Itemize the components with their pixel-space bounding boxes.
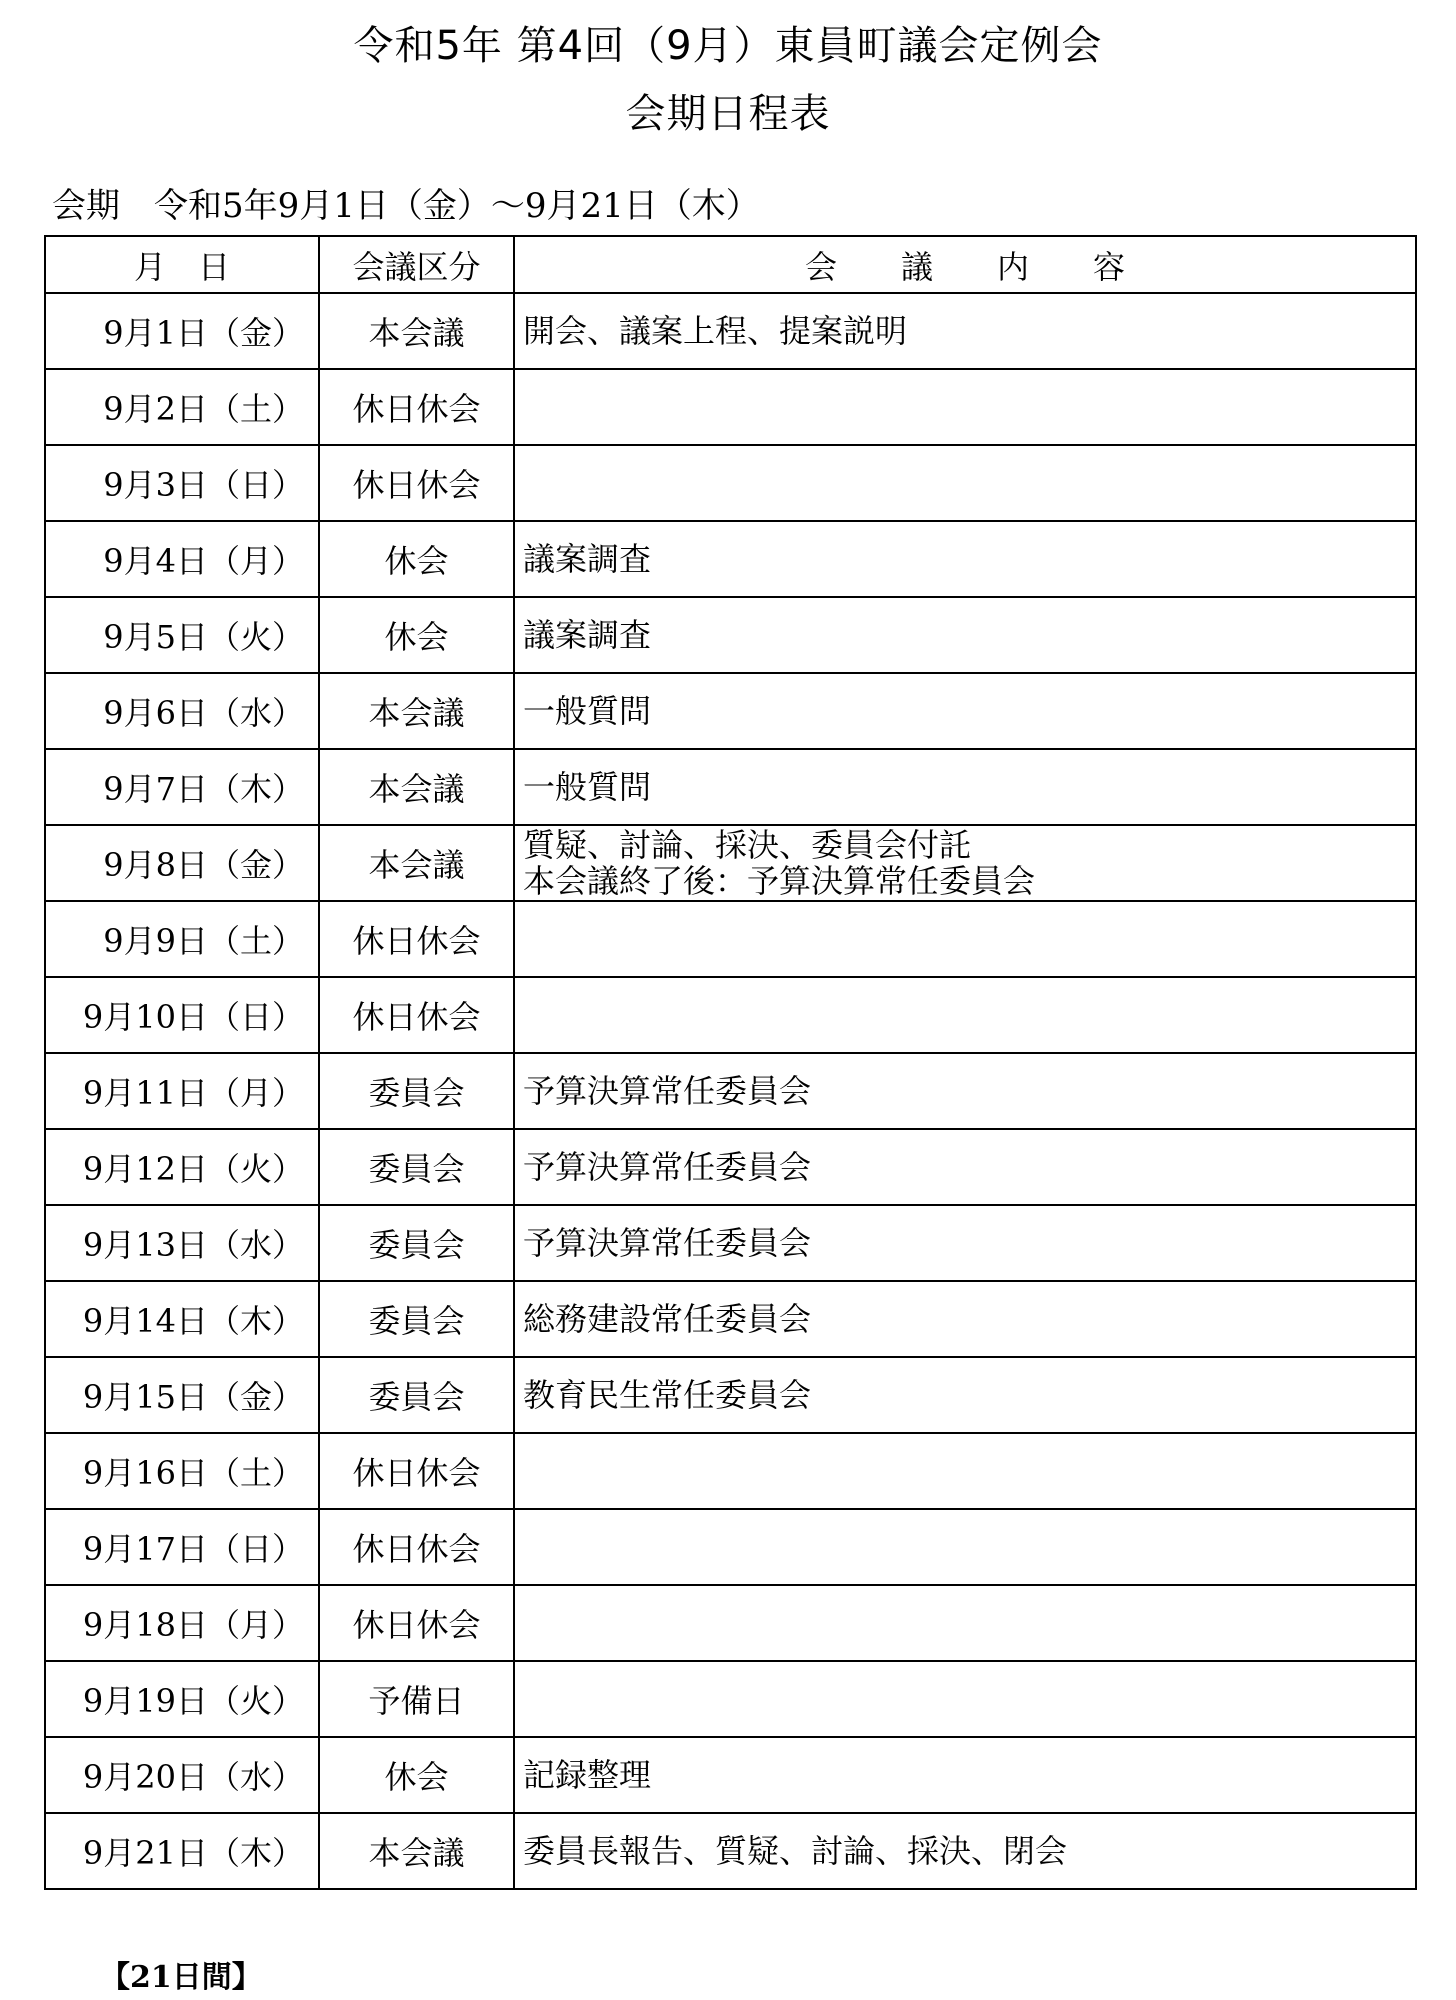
table-row	[45, 1357, 1416, 1433]
table-header-row	[45, 236, 1416, 293]
row-date: 9月8日（金）	[45, 825, 319, 901]
row-content	[514, 1737, 1416, 1813]
row-content	[514, 369, 1416, 445]
row-meeting-type: 休日休会	[319, 1509, 514, 1585]
row-meeting-type: 委員会	[319, 1357, 514, 1433]
row-content-line: 本会議終了後：予算決算常任委員会	[523, 862, 1036, 900]
document-title: 令和5年 第4回（9月）東員町議会定例会	[353, 23, 1103, 69]
row-meeting-type: 予備日	[319, 1661, 514, 1737]
table-row	[45, 1053, 1416, 1129]
row-content	[514, 977, 1416, 1053]
row-meeting-type: 委員会	[319, 1281, 514, 1357]
row-content-line: 予算決算常任委員会	[523, 1224, 812, 1262]
row-content	[514, 1433, 1416, 1509]
total-days: 【21日間】	[100, 1960, 262, 1995]
table-row	[45, 1205, 1416, 1281]
row-content	[514, 521, 1416, 597]
row-content	[514, 1129, 1416, 1205]
table-row	[45, 293, 1416, 369]
row-meeting-type: 本会議	[319, 1813, 514, 1889]
row-date: 9月20日（水）	[45, 1737, 319, 1813]
schedule-table	[44, 235, 1417, 1890]
row-content-line: 一般質問	[523, 768, 652, 806]
table-row	[45, 749, 1416, 825]
row-date: 9月21日（木）	[45, 1813, 319, 1889]
row-date: 9月6日（水）	[45, 673, 319, 749]
row-date: 9月19日（火）	[45, 1661, 319, 1737]
table-row	[45, 1737, 1416, 1813]
row-meeting-type: 休会	[319, 521, 514, 597]
table-row	[45, 1585, 1416, 1661]
table-row	[45, 369, 1416, 445]
row-content	[514, 901, 1416, 977]
row-content	[514, 1585, 1416, 1661]
row-meeting-type: 委員会	[319, 1129, 514, 1205]
row-date: 9月13日（水）	[45, 1205, 319, 1281]
row-content	[514, 293, 1416, 369]
row-date: 9月12日（火）	[45, 1129, 319, 1205]
row-content	[514, 597, 1416, 673]
row-meeting-type: 委員会	[319, 1205, 514, 1281]
table-row	[45, 673, 1416, 749]
row-content-line: 予算決算常任委員会	[523, 1148, 812, 1186]
row-content	[514, 1813, 1416, 1889]
row-date: 9月7日（木）	[45, 749, 319, 825]
table-row	[45, 1433, 1416, 1509]
row-meeting-type: 本会議	[319, 673, 514, 749]
row-date: 9月11日（月）	[45, 1053, 319, 1129]
row-meeting-type: 休日休会	[319, 1585, 514, 1661]
row-content	[514, 1509, 1416, 1585]
table-row	[45, 977, 1416, 1053]
row-content	[514, 1281, 1416, 1357]
row-content-line: 議案調査	[523, 540, 652, 578]
session-period: 会期 令和5年9月1日（金）～9月21日（木）	[52, 186, 760, 226]
row-content	[514, 445, 1416, 521]
row-meeting-type: 本会議	[319, 825, 514, 901]
row-content	[514, 1053, 1416, 1129]
schedule-body	[45, 293, 1416, 1889]
row-content-line: 予算決算常任委員会	[523, 1072, 812, 1110]
row-meeting-type: 休日休会	[319, 1433, 514, 1509]
row-content-line: 開会、議案上程、提案説明	[523, 312, 908, 350]
table-row	[45, 1281, 1416, 1357]
row-meeting-type: 休会	[319, 1737, 514, 1813]
table-row	[45, 445, 1416, 521]
row-date: 9月18日（月）	[45, 1585, 319, 1661]
row-content	[514, 1357, 1416, 1433]
table-row	[45, 901, 1416, 977]
row-date: 9月5日（火）	[45, 597, 319, 673]
table-row	[45, 1813, 1416, 1889]
table-row	[45, 1661, 1416, 1737]
header-type: 会議区分	[319, 236, 514, 293]
header-content: 会 議 内 容	[514, 236, 1416, 293]
row-date: 9月15日（金）	[45, 1357, 319, 1433]
table-row	[45, 1129, 1416, 1205]
row-meeting-type: 休日休会	[319, 977, 514, 1053]
row-date: 9月9日（土）	[45, 901, 319, 977]
table-row	[45, 825, 1416, 901]
row-content	[514, 1661, 1416, 1737]
document-subtitle: 会期日程表	[625, 91, 831, 137]
row-content	[514, 1205, 1416, 1281]
row-meeting-type: 休会	[319, 597, 514, 673]
row-content	[514, 673, 1416, 749]
row-meeting-type: 休日休会	[319, 445, 514, 521]
row-date: 9月4日（月）	[45, 521, 319, 597]
table-row	[45, 597, 1416, 673]
row-content-line: 議案調査	[523, 616, 652, 654]
row-date: 9月10日（日）	[45, 977, 319, 1053]
row-content	[514, 825, 1416, 901]
row-content-line: 一般質問	[523, 692, 652, 730]
header-date: 月 日	[45, 236, 319, 293]
row-meeting-type: 本会議	[319, 749, 514, 825]
row-date: 9月14日（木）	[45, 1281, 319, 1357]
row-content	[514, 749, 1416, 825]
row-content-line: 教育民生常任委員会	[523, 1376, 812, 1414]
row-content-line: 質疑、討論、採決、委員会付託	[523, 826, 972, 864]
row-date: 9月2日（土）	[45, 369, 319, 445]
row-date: 9月1日（金）	[45, 293, 319, 369]
row-content-line: 総務建設常任委員会	[523, 1300, 812, 1338]
row-meeting-type: 本会議	[319, 293, 514, 369]
table-row	[45, 521, 1416, 597]
row-date: 9月16日（土）	[45, 1433, 319, 1509]
row-meeting-type: 委員会	[319, 1053, 514, 1129]
row-content-line: 委員長報告、質疑、討論、採決、閉会	[523, 1832, 1068, 1870]
row-date: 9月3日（日）	[45, 445, 319, 521]
row-content-line: 記録整理	[523, 1756, 652, 1794]
row-meeting-type: 休日休会	[319, 369, 514, 445]
table-row	[45, 1509, 1416, 1585]
row-meeting-type: 休日休会	[319, 901, 514, 977]
row-date: 9月17日（日）	[45, 1509, 319, 1585]
